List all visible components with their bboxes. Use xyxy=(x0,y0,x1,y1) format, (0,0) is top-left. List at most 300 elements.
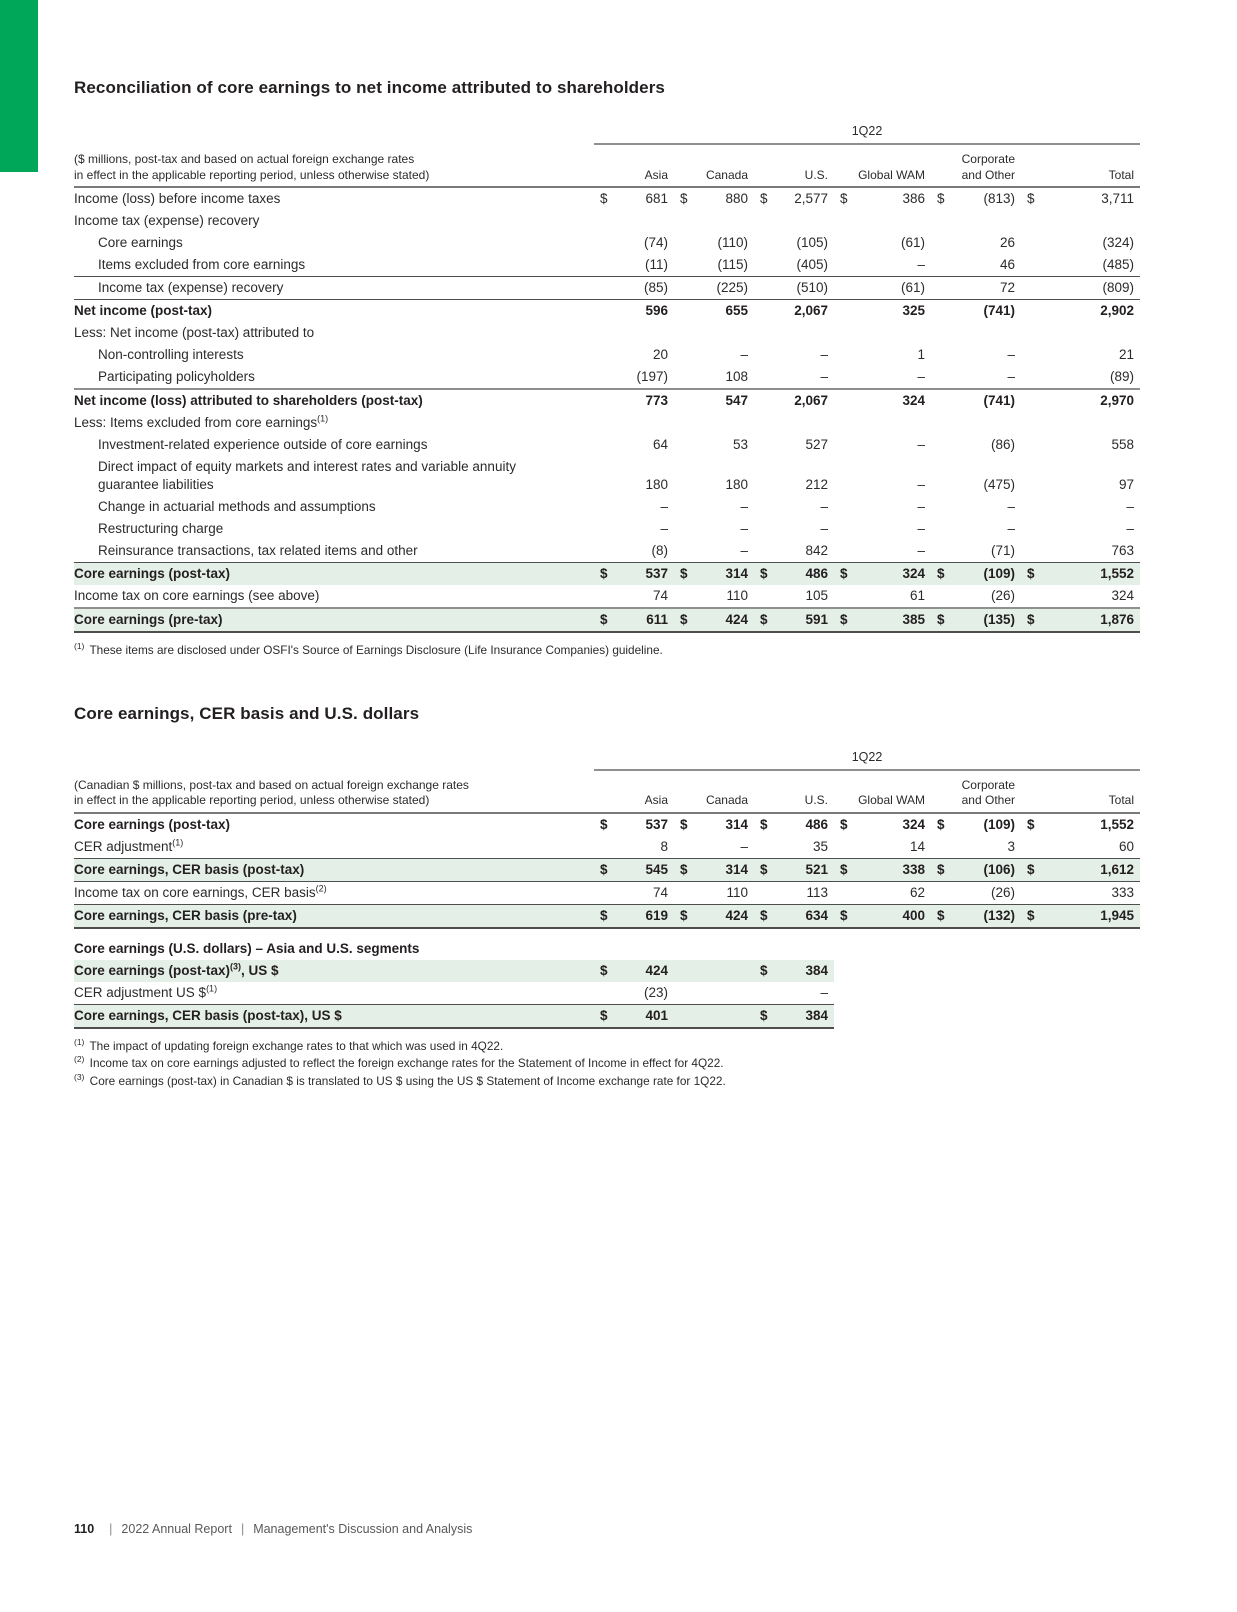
value-cell xyxy=(834,456,931,496)
cell-value: 547 xyxy=(725,393,748,408)
currency-symbol: $ xyxy=(937,566,945,581)
currency-symbol: $ xyxy=(760,907,768,923)
row-label xyxy=(74,882,594,904)
value-cell xyxy=(594,938,674,960)
value-cell xyxy=(834,496,931,518)
value-cell xyxy=(931,344,1021,366)
currency-symbol: $ xyxy=(680,816,688,832)
cell-value: 681 xyxy=(645,191,668,206)
cer-basis-table xyxy=(74,750,1140,1029)
cell-value: (89) xyxy=(1109,369,1134,384)
cell-value: 314 xyxy=(725,816,748,832)
value-cell xyxy=(931,322,1021,344)
cell-value: 611 xyxy=(646,612,668,627)
value-cell xyxy=(674,882,754,904)
footnote: $^{(3)}$ Core earnings (post-tax) in Canadian $ is translated to US $ using the US $ Statement of Income exchange rate for 1Q22. xyxy=(74,1071,726,1088)
value-cell xyxy=(834,540,931,562)
row-label-text: Core earnings, CER basis (pre-tax) xyxy=(74,907,297,923)
column-header xyxy=(834,793,931,812)
column-header-line: Corporate xyxy=(961,777,1015,792)
cell-value: (135) xyxy=(983,612,1015,627)
table-row xyxy=(74,982,1140,1004)
column-header xyxy=(594,793,674,812)
cell-value: 2,970 xyxy=(1100,393,1134,408)
value-cell xyxy=(754,836,834,858)
cell-value: – xyxy=(740,838,748,854)
row-label xyxy=(74,254,594,276)
currency-symbol: $ xyxy=(840,816,848,832)
table-row xyxy=(74,518,1140,540)
value-cell xyxy=(834,938,931,960)
row-label xyxy=(74,938,594,960)
cell-value: – xyxy=(660,499,668,514)
cell-value: – xyxy=(917,543,925,558)
cell-value: – xyxy=(820,521,828,536)
column-header-line: and Other xyxy=(961,167,1015,182)
currency-symbol: $ xyxy=(680,861,688,877)
value-cell xyxy=(1021,496,1140,518)
cell-value: (741) xyxy=(983,303,1015,318)
currency-symbol: $ xyxy=(600,907,608,923)
table-row xyxy=(74,388,1140,412)
cell-value: (485) xyxy=(1102,257,1134,272)
cell-value: 180 xyxy=(645,477,668,492)
column-header-line: Asia xyxy=(644,793,668,807)
value-cell xyxy=(674,456,754,496)
cell-value: 537 xyxy=(645,566,668,581)
value-cell xyxy=(1021,609,1140,631)
cell-value: 180 xyxy=(725,477,748,492)
value-cell xyxy=(931,412,1021,434)
reconciliation-table xyxy=(74,124,1140,633)
value-cell xyxy=(674,412,754,434)
value-cell xyxy=(931,938,1021,960)
cell-value: – xyxy=(917,369,925,384)
value-cell xyxy=(931,390,1021,412)
value-cell xyxy=(1021,456,1140,496)
row-label-text: Less: Items excluded from core earnings$^{(1)}$ xyxy=(74,413,329,430)
value-cell xyxy=(674,1005,754,1027)
currency-symbol: $ xyxy=(937,816,945,832)
value-cell xyxy=(834,518,931,540)
table-row xyxy=(74,585,1140,607)
footnote-marker: (1) xyxy=(317,413,329,424)
value-cell xyxy=(754,210,834,232)
cell-value: 325 xyxy=(902,303,925,318)
row-segment xyxy=(74,607,1140,633)
row-segment xyxy=(74,585,1140,607)
cell-value: 108 xyxy=(725,369,748,384)
cell-value: 384 xyxy=(805,1007,828,1023)
value-cell xyxy=(1021,563,1140,585)
currency-symbol: $ xyxy=(1027,612,1035,627)
cell-value: (86) xyxy=(990,437,1015,452)
currency-symbol: $ xyxy=(840,191,848,206)
row-label xyxy=(74,905,594,927)
value-cell xyxy=(754,496,834,518)
spacer xyxy=(74,750,594,771)
column-header xyxy=(674,168,754,187)
currency-symbol: $ xyxy=(840,907,848,923)
table-row xyxy=(74,344,1140,366)
row-label-text: Income (loss) before income taxes xyxy=(74,191,281,206)
row-label xyxy=(74,609,594,631)
value-cell xyxy=(834,859,931,881)
cell-value: (813) xyxy=(983,191,1015,206)
table-row xyxy=(74,188,1140,210)
cell-value: (106) xyxy=(983,861,1015,877)
value-cell xyxy=(594,585,674,607)
row-segment xyxy=(74,412,1140,434)
value-cell xyxy=(834,344,931,366)
footer-section-title: Management's Discussion and Analysis xyxy=(253,1522,473,1536)
value-cell xyxy=(1021,210,1140,232)
row-label-text: Income tax (expense) recovery xyxy=(98,280,284,295)
row-label-text: Participating policyholders xyxy=(98,369,255,384)
value-cell xyxy=(834,210,931,232)
cell-value: 105 xyxy=(805,588,828,603)
cell-value: – xyxy=(820,369,828,384)
row-label-text: Restructuring charge xyxy=(98,521,224,536)
page-content xyxy=(74,78,1140,1090)
cell-value: – xyxy=(1007,347,1015,362)
value-cell xyxy=(1021,232,1140,254)
currency-symbol: $ xyxy=(760,566,768,581)
row-segment xyxy=(74,982,834,1004)
period-header: 1Q22 xyxy=(594,750,1140,771)
value-cell xyxy=(674,210,754,232)
spacer xyxy=(74,124,594,145)
cell-value: (11) xyxy=(644,257,668,272)
currency-symbol: $ xyxy=(937,612,945,627)
value-cell xyxy=(834,609,931,631)
cell-value: (109) xyxy=(983,816,1015,832)
row-label xyxy=(74,277,594,299)
cell-value: 2,902 xyxy=(1100,303,1134,318)
value-cell xyxy=(594,390,674,412)
row-segment xyxy=(74,540,1140,562)
value-cell xyxy=(754,982,834,1004)
value-cell xyxy=(674,814,754,836)
footer-separator: | xyxy=(109,1522,113,1536)
table-row xyxy=(74,882,1140,904)
value-cell xyxy=(754,434,834,456)
value-cell xyxy=(1021,938,1140,960)
row-segment xyxy=(74,322,1140,344)
cell-value: – xyxy=(820,347,828,362)
column-header-line: Total xyxy=(1108,793,1134,807)
value-cell xyxy=(754,366,834,388)
value-cell xyxy=(931,366,1021,388)
value-cell xyxy=(674,982,754,1004)
value-cell xyxy=(594,540,674,562)
value-cell xyxy=(674,540,754,562)
value-cell xyxy=(594,859,674,881)
value-cell xyxy=(1021,905,1140,927)
currency-symbol: $ xyxy=(937,907,945,923)
value-cell xyxy=(1021,434,1140,456)
currency-symbol: $ xyxy=(760,861,768,877)
row-segment xyxy=(74,210,1140,232)
cell-value: 324 xyxy=(902,393,925,408)
row-label xyxy=(74,563,594,585)
table-row xyxy=(74,412,1140,434)
value-cell xyxy=(754,609,834,631)
row-label-text: Income tax (expense) recovery xyxy=(74,213,260,228)
footer-report-title: 2022 Annual Report xyxy=(121,1522,232,1536)
table-body xyxy=(74,188,1140,633)
value-cell xyxy=(1021,390,1140,412)
column-header xyxy=(754,168,834,187)
column-headers xyxy=(594,152,1140,186)
value-cell xyxy=(931,254,1021,276)
value-cell xyxy=(674,434,754,456)
table-row xyxy=(74,836,1140,858)
row-label-text: Net income (loss) attributed to shareholders (post-tax) xyxy=(74,393,423,408)
cell-value: (26) xyxy=(990,588,1015,603)
value-cell xyxy=(594,210,674,232)
table-row xyxy=(74,210,1140,232)
row-label xyxy=(74,366,594,388)
cell-value: 558 xyxy=(1111,437,1134,452)
cell-value: 74 xyxy=(652,588,668,603)
cell-value: 2,577 xyxy=(794,191,828,206)
value-cell xyxy=(594,609,674,631)
value-cell xyxy=(834,277,931,299)
value-cell xyxy=(594,836,674,858)
cell-value: (475) xyxy=(983,477,1015,492)
value-cell xyxy=(594,344,674,366)
brand-accent-bar xyxy=(0,0,38,172)
value-cell xyxy=(834,300,931,322)
value-cell xyxy=(834,412,931,434)
column-header-line: Global WAM xyxy=(858,167,925,182)
table-row xyxy=(74,814,1140,836)
cell-value: – xyxy=(1007,521,1015,536)
currency-symbol: $ xyxy=(760,612,768,627)
cell-value: 596 xyxy=(645,303,668,318)
cell-value: 1,612 xyxy=(1100,861,1134,877)
value-cell xyxy=(1021,882,1140,904)
cell-value: 338 xyxy=(902,861,925,877)
section-title: Reconciliation of core earnings to net income attributed to shareholders xyxy=(74,78,665,97)
cell-value: 8 xyxy=(660,838,668,854)
page-footer xyxy=(74,1522,472,1536)
column-header xyxy=(674,793,754,812)
cell-value: 61 xyxy=(909,588,925,603)
currency-symbol: $ xyxy=(1027,861,1035,877)
value-cell xyxy=(754,540,834,562)
row-label xyxy=(74,960,594,982)
row-segment xyxy=(74,366,1140,388)
cell-value: – xyxy=(820,499,828,514)
row-label xyxy=(74,814,594,836)
cell-value: 486 xyxy=(805,566,828,581)
cell-value: (405) xyxy=(796,257,828,272)
row-label xyxy=(74,540,594,562)
table-row xyxy=(74,540,1140,562)
row-segment xyxy=(74,299,1140,322)
value-cell xyxy=(834,232,931,254)
cell-value: – xyxy=(917,499,925,514)
value-cell xyxy=(834,188,931,210)
table-row xyxy=(74,562,1140,585)
table-row xyxy=(74,496,1140,518)
value-cell xyxy=(594,882,674,904)
row-label xyxy=(74,188,594,210)
cell-value: 1 xyxy=(917,347,925,362)
row-label-text: CER adjustment US \$$^{(1)}$ xyxy=(74,983,218,1000)
footnote: $^{(2)}$ Income tax on core earnings adjusted to reflect the foreign exchange rates for the Statement of Income in effect for 4Q22. xyxy=(74,1054,724,1070)
cell-value: 486 xyxy=(805,816,828,832)
currency-symbol: $ xyxy=(1027,816,1035,832)
value-cell xyxy=(674,188,754,210)
cell-value: 880 xyxy=(725,191,748,206)
value-cell xyxy=(754,344,834,366)
value-cell xyxy=(754,960,834,982)
value-cell xyxy=(754,518,834,540)
row-segment xyxy=(74,344,1140,366)
row-label-text: Less: Net income (post-tax) attributed to xyxy=(74,325,315,340)
value-cell xyxy=(674,496,754,518)
value-cell xyxy=(594,518,674,540)
row-label-text: guarantee liabilities xyxy=(98,477,214,492)
table-row xyxy=(74,299,1140,322)
column-header xyxy=(1021,793,1140,812)
value-cell xyxy=(834,434,931,456)
row-label-text: Income tax on core earnings, CER basis$^{(2)}$ xyxy=(74,883,327,900)
value-cell xyxy=(834,563,931,585)
footnotes xyxy=(74,1038,1140,1091)
column-header xyxy=(754,793,834,812)
table-row xyxy=(74,858,1140,882)
footnote-marker: (3) xyxy=(230,961,242,971)
value-cell xyxy=(754,322,834,344)
value-cell xyxy=(931,609,1021,631)
cell-value: (110) xyxy=(717,235,748,250)
cell-value: (115) xyxy=(717,257,748,272)
currency-symbol: $ xyxy=(760,191,768,206)
value-cell xyxy=(754,390,834,412)
value-cell xyxy=(1021,814,1140,836)
currency-symbol: $ xyxy=(937,861,945,877)
cell-value: 20 xyxy=(652,347,668,362)
currency-symbol: $ xyxy=(937,191,945,206)
row-segment xyxy=(74,232,1140,254)
column-header-line: and Other xyxy=(961,793,1015,807)
value-cell xyxy=(754,882,834,904)
row-label-text: Core earnings (post-tax) xyxy=(74,566,231,581)
row-label-text: Change in actuarial methods and assumptions xyxy=(98,499,376,514)
cell-value: 324 xyxy=(902,816,925,832)
column-header-line: Canada xyxy=(705,167,748,182)
cell-value: (105) xyxy=(796,235,828,250)
value-cell xyxy=(674,390,754,412)
cell-value: 110 xyxy=(726,884,748,900)
row-label-text: CER adjustment$^{(1)}$ xyxy=(74,837,184,854)
value-cell xyxy=(594,434,674,456)
value-cell xyxy=(594,814,674,836)
row-label xyxy=(74,496,594,518)
column-header-line: Global WAM xyxy=(858,793,925,807)
cell-value: (741) xyxy=(983,393,1015,408)
cell-value: 53 xyxy=(732,437,748,452)
value-cell xyxy=(594,905,674,927)
currency-symbol: $ xyxy=(600,816,608,832)
column-header-line: Total xyxy=(1108,167,1134,182)
cell-value: 60 xyxy=(1118,838,1134,854)
footnote-marker: (2) xyxy=(315,883,327,893)
value-cell xyxy=(834,390,931,412)
footnote-marker: (1) xyxy=(74,1036,85,1047)
cell-value: – xyxy=(660,521,668,536)
value-cell xyxy=(674,366,754,388)
cell-value: 212 xyxy=(805,477,828,492)
value-cell xyxy=(674,518,754,540)
period-header: 1Q22 xyxy=(594,124,1140,145)
cell-value: 314 xyxy=(725,861,748,877)
currency-symbol: $ xyxy=(680,566,688,581)
row-label xyxy=(74,344,594,366)
cell-value: 401 xyxy=(645,1007,668,1023)
cell-value: 385 xyxy=(902,612,925,627)
value-cell xyxy=(594,456,674,496)
value-cell xyxy=(1021,540,1140,562)
value-cell xyxy=(674,859,754,881)
caption-line: (Canadian $ millions, post-tax and based on actual foreign exchange rates xyxy=(74,777,469,792)
value-cell xyxy=(594,412,674,434)
row-segment xyxy=(74,562,1140,585)
cell-value: 619 xyxy=(645,907,668,923)
value-cell xyxy=(754,585,834,607)
value-cell xyxy=(1021,188,1140,210)
value-cell xyxy=(931,540,1021,562)
value-cell xyxy=(674,277,754,299)
row-segment xyxy=(74,188,1140,210)
row-label xyxy=(74,859,594,881)
row-label-text: Investment-related experience outside of core earnings xyxy=(98,437,428,452)
cell-value: – xyxy=(740,521,748,536)
cell-value: – xyxy=(820,984,828,1000)
cell-value: 521 xyxy=(805,861,828,877)
value-cell xyxy=(1021,300,1140,322)
value-cell xyxy=(834,814,931,836)
value-cell xyxy=(594,322,674,344)
row-label-text: Net income (post-tax) xyxy=(74,303,213,318)
value-cell xyxy=(1021,836,1140,858)
value-cell xyxy=(594,1005,674,1027)
cell-value: 400 xyxy=(902,907,925,923)
cell-value: (61) xyxy=(900,280,925,295)
cell-value: 74 xyxy=(652,884,668,900)
cell-value: 424 xyxy=(725,907,748,923)
value-cell xyxy=(1021,585,1140,607)
cell-value: 1,945 xyxy=(1100,907,1134,923)
value-cell xyxy=(834,882,931,904)
column-header-line: Canada xyxy=(705,793,748,807)
value-cell xyxy=(674,836,754,858)
row-label-text: Core earnings (U.S. dollars) – Asia and U.S. segments xyxy=(74,940,420,956)
value-cell xyxy=(1021,322,1140,344)
cell-value: 26 xyxy=(999,235,1015,250)
footnote-marker: (2) xyxy=(74,1054,85,1065)
cell-value: (61) xyxy=(900,235,925,250)
footnote: $^{(1)}$ These items are disclosed under OSFI's Source of Earnings Disclosure (Life Insurance Companies) guideline. xyxy=(74,641,663,657)
value-cell xyxy=(594,300,674,322)
value-cell xyxy=(931,585,1021,607)
value-cell xyxy=(754,859,834,881)
value-cell xyxy=(931,814,1021,836)
